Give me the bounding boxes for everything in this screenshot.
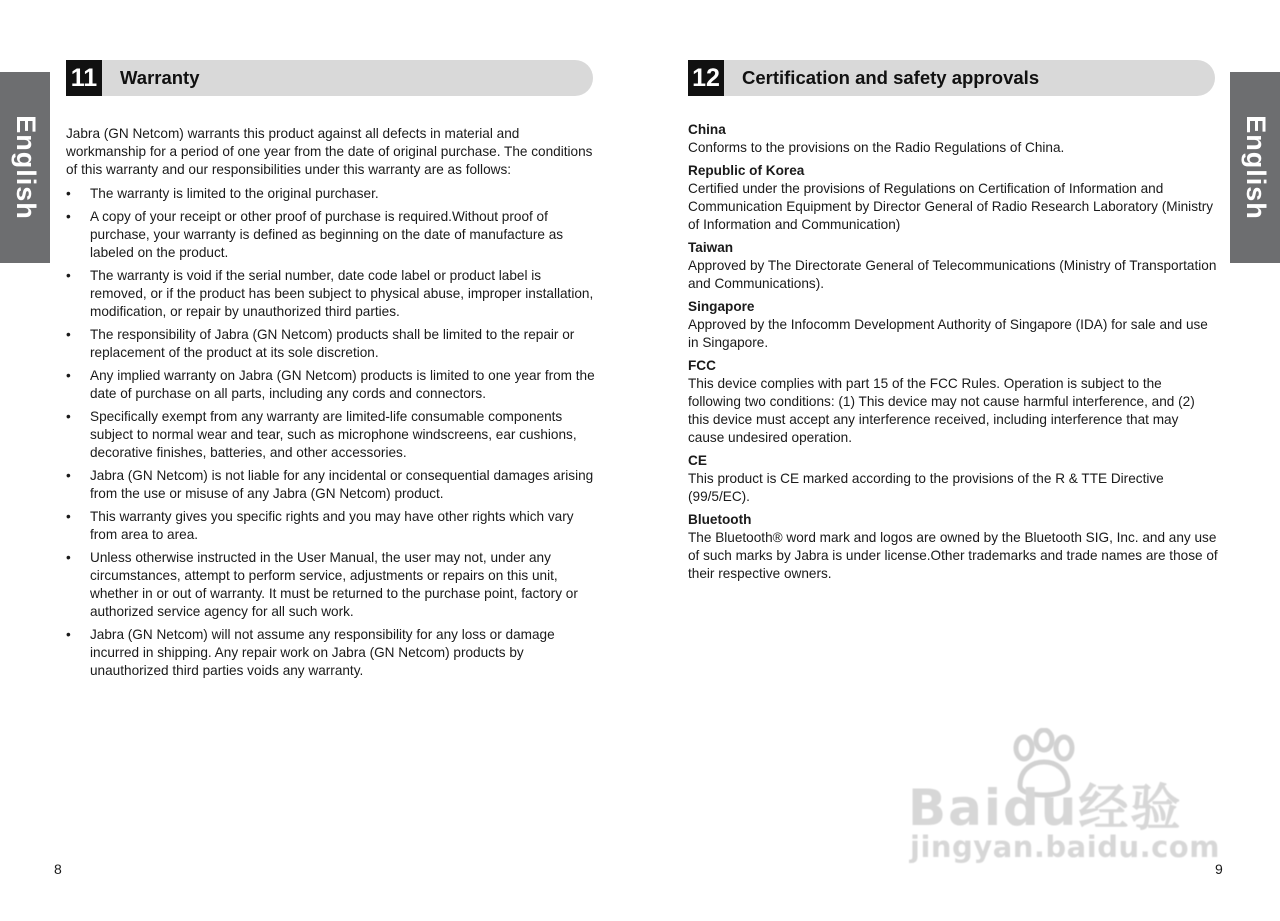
warranty-bullet-text: This warranty gives you specific rights and you may have other rights which vary from area to area. bbox=[90, 509, 574, 542]
warranty-section-header bbox=[66, 60, 593, 96]
warranty-bullet-item bbox=[66, 408, 596, 462]
warranty-bullet-item bbox=[66, 467, 596, 503]
certification-block bbox=[688, 511, 1218, 583]
warranty-bullet-item bbox=[66, 367, 596, 403]
bullet-icon: • bbox=[66, 186, 71, 201]
bullet-icon: • bbox=[66, 509, 71, 524]
section-number-12: 12 bbox=[688, 60, 724, 96]
warranty-bullet-text: A copy of your receipt or other proof of purchase is required.Without proof of purchase, your warranty is defined as beginning on the date of manufacture as labeled on the product. bbox=[90, 209, 564, 260]
certification-heading: China bbox=[688, 122, 726, 137]
bullet-icon: • bbox=[66, 409, 71, 424]
certification-heading: Taiwan bbox=[688, 240, 734, 255]
certification-text: Approved by The Directorate General of Telecommunications (Ministry of Transportation and Communications). bbox=[688, 258, 1217, 291]
baidu-watermark bbox=[908, 728, 1220, 868]
language-tab-left bbox=[0, 72, 50, 263]
warranty-bullet-text: The responsibility of Jabra (GN Netcom) products shall be limited to the repair or replacement of the product at its sole discretion. bbox=[90, 327, 575, 360]
certification-text: Conforms to the provisions on the Radio Regulations of China. bbox=[688, 140, 1065, 155]
page-number-left: 8 bbox=[54, 861, 62, 877]
bullet-icon: • bbox=[66, 209, 71, 224]
certification-block bbox=[688, 239, 1218, 293]
certification-block bbox=[688, 121, 1218, 157]
warranty-bullet-text: The warranty is limited to the original purchaser. bbox=[90, 186, 379, 201]
certification-heading: CE bbox=[688, 453, 707, 468]
certification-text: This device complies with part 15 of the FCC Rules. Operation is subject to the following two conditions: (1) This device may not cause harmful interference, and (2) this device must accept any interference received, including interference that may cause undesired operation. bbox=[688, 376, 1195, 445]
warranty-bullet-item bbox=[66, 326, 596, 362]
bullet-icon: • bbox=[66, 368, 71, 383]
warranty-bullet-item bbox=[66, 208, 596, 262]
warranty-bullet-text: Unless otherwise instructed in the User Manual, the user may not, under any circumstances, attempt to perform service, adjustments or repairs on this unit, whether in or out of warranty. It must be returned to the purchase point, factory or authorized service agency for all such work. bbox=[90, 550, 578, 619]
warranty-bullet-text: Specifically exempt from any warranty are limited-life consumable components subject to normal wear and tear, such as microphone windscreens, ear cushions, decorative finishes, batteries, and other accessories. bbox=[90, 409, 577, 460]
warranty-bullet-item bbox=[66, 549, 596, 621]
certification-heading: Republic of Korea bbox=[688, 163, 805, 178]
page-number-right: 9 bbox=[1215, 861, 1223, 877]
warranty-bullet-text: The warranty is void if the serial number, date code label or product label is removed, or if the product has been subject to physical abuse, improper installation, modification, or repair by unauthorized third parties. bbox=[90, 268, 594, 319]
bullet-icon: • bbox=[66, 550, 71, 565]
certification-text: Approved by the Infocomm Development Authority of Singapore (IDA) for sale and use in Singapore. bbox=[688, 317, 1208, 350]
language-tab-left-label: English bbox=[10, 115, 41, 220]
certification-section-title: Certification and safety approvals bbox=[742, 67, 1040, 88]
certification-block bbox=[688, 357, 1218, 447]
section-number-11: 11 bbox=[66, 60, 102, 96]
certification-body bbox=[688, 121, 1218, 588]
warranty-bullet-item bbox=[66, 626, 596, 680]
bullet-icon: • bbox=[66, 468, 71, 483]
certification-heading: Bluetooth bbox=[688, 512, 752, 527]
warranty-body bbox=[66, 125, 596, 685]
certification-heading: Singapore bbox=[688, 299, 755, 314]
certification-text: Certified under the provisions of Regulations on Certification of Information and Communication Equipment by Director General of Radio Research Laboratory (Ministry of Information and Communication) bbox=[688, 181, 1214, 232]
language-tab-right-label: English bbox=[1240, 115, 1271, 220]
watermark-url: jingyan.baidu.com bbox=[910, 830, 1220, 864]
warranty-bullet-item bbox=[66, 508, 596, 544]
certification-text: This product is CE marked according to the provisions of the R & TTE Directive (99/5/EC). bbox=[688, 471, 1164, 504]
bullet-icon: • bbox=[66, 327, 71, 342]
certification-heading: FCC bbox=[688, 358, 716, 373]
warranty-bullet-list bbox=[66, 185, 596, 680]
warranty-bullet-text: Any implied warranty on Jabra (GN Netcom) products is limited to one year from the date of purchase on all parts, including any cords and connectors. bbox=[90, 368, 595, 401]
bullet-icon: • bbox=[66, 627, 71, 642]
warranty-bullet-item bbox=[66, 267, 596, 321]
certification-section-header bbox=[688, 60, 1215, 96]
certification-block bbox=[688, 452, 1218, 506]
warranty-bullet-text: Jabra (GN Netcom) will not assume any responsibility for any loss or damage incurred in shipping. Any repair work on Jabra (GN Netcom) products by unauthorized third parties voids any warranty. bbox=[90, 627, 555, 678]
watermark-brand: Baidu经验 bbox=[908, 779, 1183, 837]
warranty-section-title: Warranty bbox=[120, 67, 200, 88]
warranty-bullet-item bbox=[66, 185, 596, 203]
certification-block bbox=[688, 162, 1218, 234]
warranty-bullet-text: Jabra (GN Netcom) is not liable for any incidental or consequential damages arising from the use or misuse of any Jabra (GN Netcom) product. bbox=[90, 468, 594, 501]
certification-text: The Bluetooth® word mark and logos are owned by the Bluetooth SIG, Inc. and any use of such marks by Jabra is under license.Other trademarks and trade names are those of their respective owners. bbox=[688, 530, 1218, 581]
bullet-icon: • bbox=[66, 268, 71, 283]
certification-block bbox=[688, 298, 1218, 352]
language-tab-right bbox=[1230, 72, 1280, 263]
warranty-intro: Jabra (GN Netcom) warrants this product against all defects in material and workmanship for a period of one year from the date of original purchase. The conditions of this warranty and our responsibilities under this warranty are as follows: bbox=[66, 126, 593, 177]
